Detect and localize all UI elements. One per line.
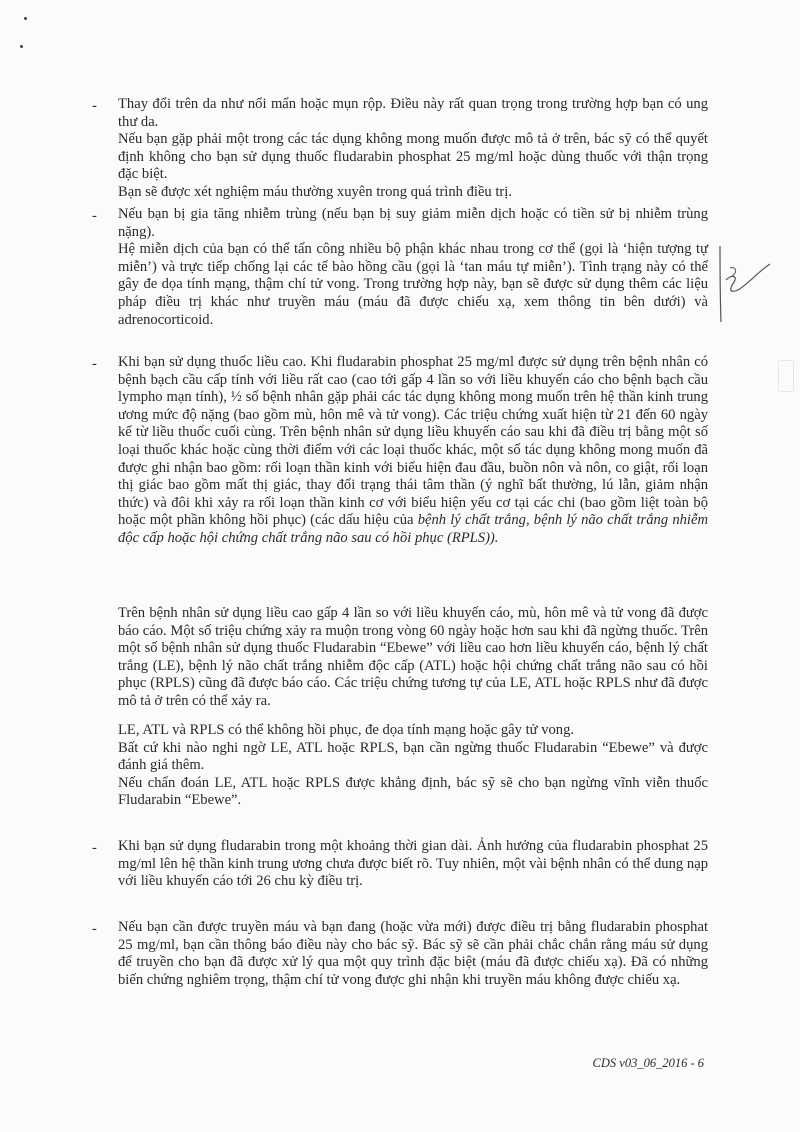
text-run: Khi bạn sử dụng thuốc liều cao. Khi fludarabin phosphat 25 mg/ml được sử dụng trên bệnh nhân có bệnh bạch cầu cấp tính với liều rất cao (cao tới gấp 4 lần so với liều khuyến cáo cho bệnh bạch cầu lympho mạn tính), ½ số bệnh nhân gặp phải các tác dụng không mong muốn trên hệ thần kinh trung ương mức độ nặng (bao gồm mù, hôn mê và tử vong). Các triệu chứng xuất hiện từ 21 đến 60 ngày kể từ liều thuốc cuối cùng. Trên bệnh nhân sử dụng liều khuyến cáo sau khi đã điều trị bằng một số loại thuốc khác hoặc cùng thời điểm với các loại thuốc khác, một số tác dụng không mong muốn đã được ghi nhận bao gồm: rối loạn thần kinh với biểu hiện đau đầu, buồn nôn và nôn, co giật, rối loạn thị giác bao gồm mất thị giác, thay đổi trạng thái tâm thần (ý nghĩ bất thường, lú lẫn, giảm nhận thức) và đôi khi xảy ra rối loạn thần kinh cơ với biểu hiện yếu cơ tại các chi (bao gồm liệt toàn bộ hoặc một phần không hồi phục) (các dấu hiệu của (118, 354, 708, 529)
handwritten-initials (708, 238, 778, 328)
paragraph-4x-dose (118, 605, 708, 711)
text-line: Hệ miễn dịch của bạn có thể tấn công nhiều bộ phận khác nhau trong cơ thể (gọi là ‘hiện tượng tự miễn’) và trực tiếp chống lại các tế bào hồng cầu (gọi là ‘tan máu tự miễn’). Tình trạng này có thể gây đe dọa tính mạng, thậm chí tử vong. Trong trường hợp này, bạn sẽ được sử dụng thêm các liệu pháp điều trị khác như truyền máu (máu đã được chiếu xạ, xem thông tin bên dưới) và adrenocorticoid. (118, 241, 708, 328)
bullet-dash: - (92, 208, 97, 224)
text-line: Nếu bạn gặp phải một trong các tác dụng không mong muốn được mô tả ở trên, bác sỹ có thể quyết định không cho bạn sử dụng thuốc fludarabin phosphat 25 mg/ml hoặc dùng thuốc với thận trọng đặc biệt. (118, 131, 708, 183)
page-footer: CDS v03_06_2016 - 6 (592, 1056, 704, 1070)
scan-edge-mark (778, 360, 794, 392)
text-line: Bạn sẽ được xét nghiệm máu thường xuyên trong quá trình điều trị. (118, 183, 512, 200)
paragraph-skin-changes (118, 96, 708, 202)
scan-speck (24, 17, 27, 20)
italic-text: bệnh lý chất trắng, bệnh lý não chất trắng nhiễm độc cấp hoặc hội chứng chất trắng não sau có hồi phục (RPLS)). (118, 512, 708, 546)
bullet-dash: - (92, 98, 97, 114)
text-line: LE, ATL và RPLS có thể không hồi phục, đe dọa tính mạng hoặc gây tử vong. (118, 722, 575, 738)
paragraph-high-dose (118, 354, 708, 548)
bullet-dash: - (92, 840, 97, 856)
bullet-dash: - (92, 921, 97, 937)
text-line: Nếu chẩn đoán LE, ATL hoặc RPLS được khẳng định, bác sỹ sẽ cho bạn ngừng vĩnh viễn thuốc Fludarabin “Ebewe”. (118, 774, 708, 809)
paragraph-le-atl-rpls (118, 722, 708, 810)
paragraph-long-term (118, 838, 708, 891)
text-line: Thay đổi trên da như nổi mẩn hoặc mụn rộp. Điều này rất quan trọng trong trường hợp bạn có ung thư da. (118, 96, 708, 130)
text-block (118, 354, 708, 548)
text-block: Nếu bạn cần được truyền máu và bạn đang (hoặc vừa mới) được điều trị bằng fludarabin phosphat 25 mg/ml, bạn cần thông báo điều này cho bác sỹ. Bác sỹ sẽ cần phải chắc chắn rằng máu sử dụng để truyền cho bạn đã được xử lý qua một quy trình đặc biệt (máu đã được chiếu xạ). Đã có những biến chứng nghiêm trọng, thậm chí tử vong được ghi nhận khi truyền máu không được chiếu xạ. (118, 919, 708, 988)
paragraph-infection (118, 206, 708, 329)
scan-speck (20, 45, 23, 48)
paragraph-transfusion (118, 919, 708, 989)
text-block: Khi bạn sử dụng fludarabin trong một khoảng thời gian dài. Ảnh hưởng của fludarabin phosphat 25 mg/ml lên hệ thần kinh trung ương chưa được biết rõ. Tuy nhiên, một vài bệnh nhân có thể dung nạp với liều khuyến cáo tới 26 chu kỳ điều trị. (118, 838, 708, 890)
bullet-dash: - (92, 356, 97, 372)
text-block: Trên bệnh nhân sử dụng liều cao gấp 4 lần so với liều khuyến cáo, mù, hôn mê và tử vong đã được báo cáo. Một số triệu chứng xảy ra muộn trong vòng 60 ngày hoặc hơn sau khi đã ngừng thuốc. Trên một số bệnh nhân sử dụng thuốc Fludarabin “Ebewe” với liều cao hơn liều khuyến cáo, bệnh lý chất trắng (LE), bệnh lý não chất trắng nhiễm độc cấp (ATL) hoặc hội chứng chất trắng não sau có hồi phục (RPLS) cũng đã được báo cáo. Các triệu chứng tương tự của LE, ATL hoặc RPLS như đã được mô tả ở trên có thể xảy ra. (118, 605, 708, 709)
text-line: Bất cứ khi nào nghi ngờ LE, ATL hoặc RPLS, bạn cần ngừng thuốc Fludarabin “Ebewe” và được đánh giá thêm. (118, 739, 708, 774)
text-line: Nếu bạn bị gia tăng nhiễm trùng (nếu bạn bị suy giảm miễn dịch hoặc có tiền sử bị nhiễm trùng nặng). (118, 206, 708, 240)
